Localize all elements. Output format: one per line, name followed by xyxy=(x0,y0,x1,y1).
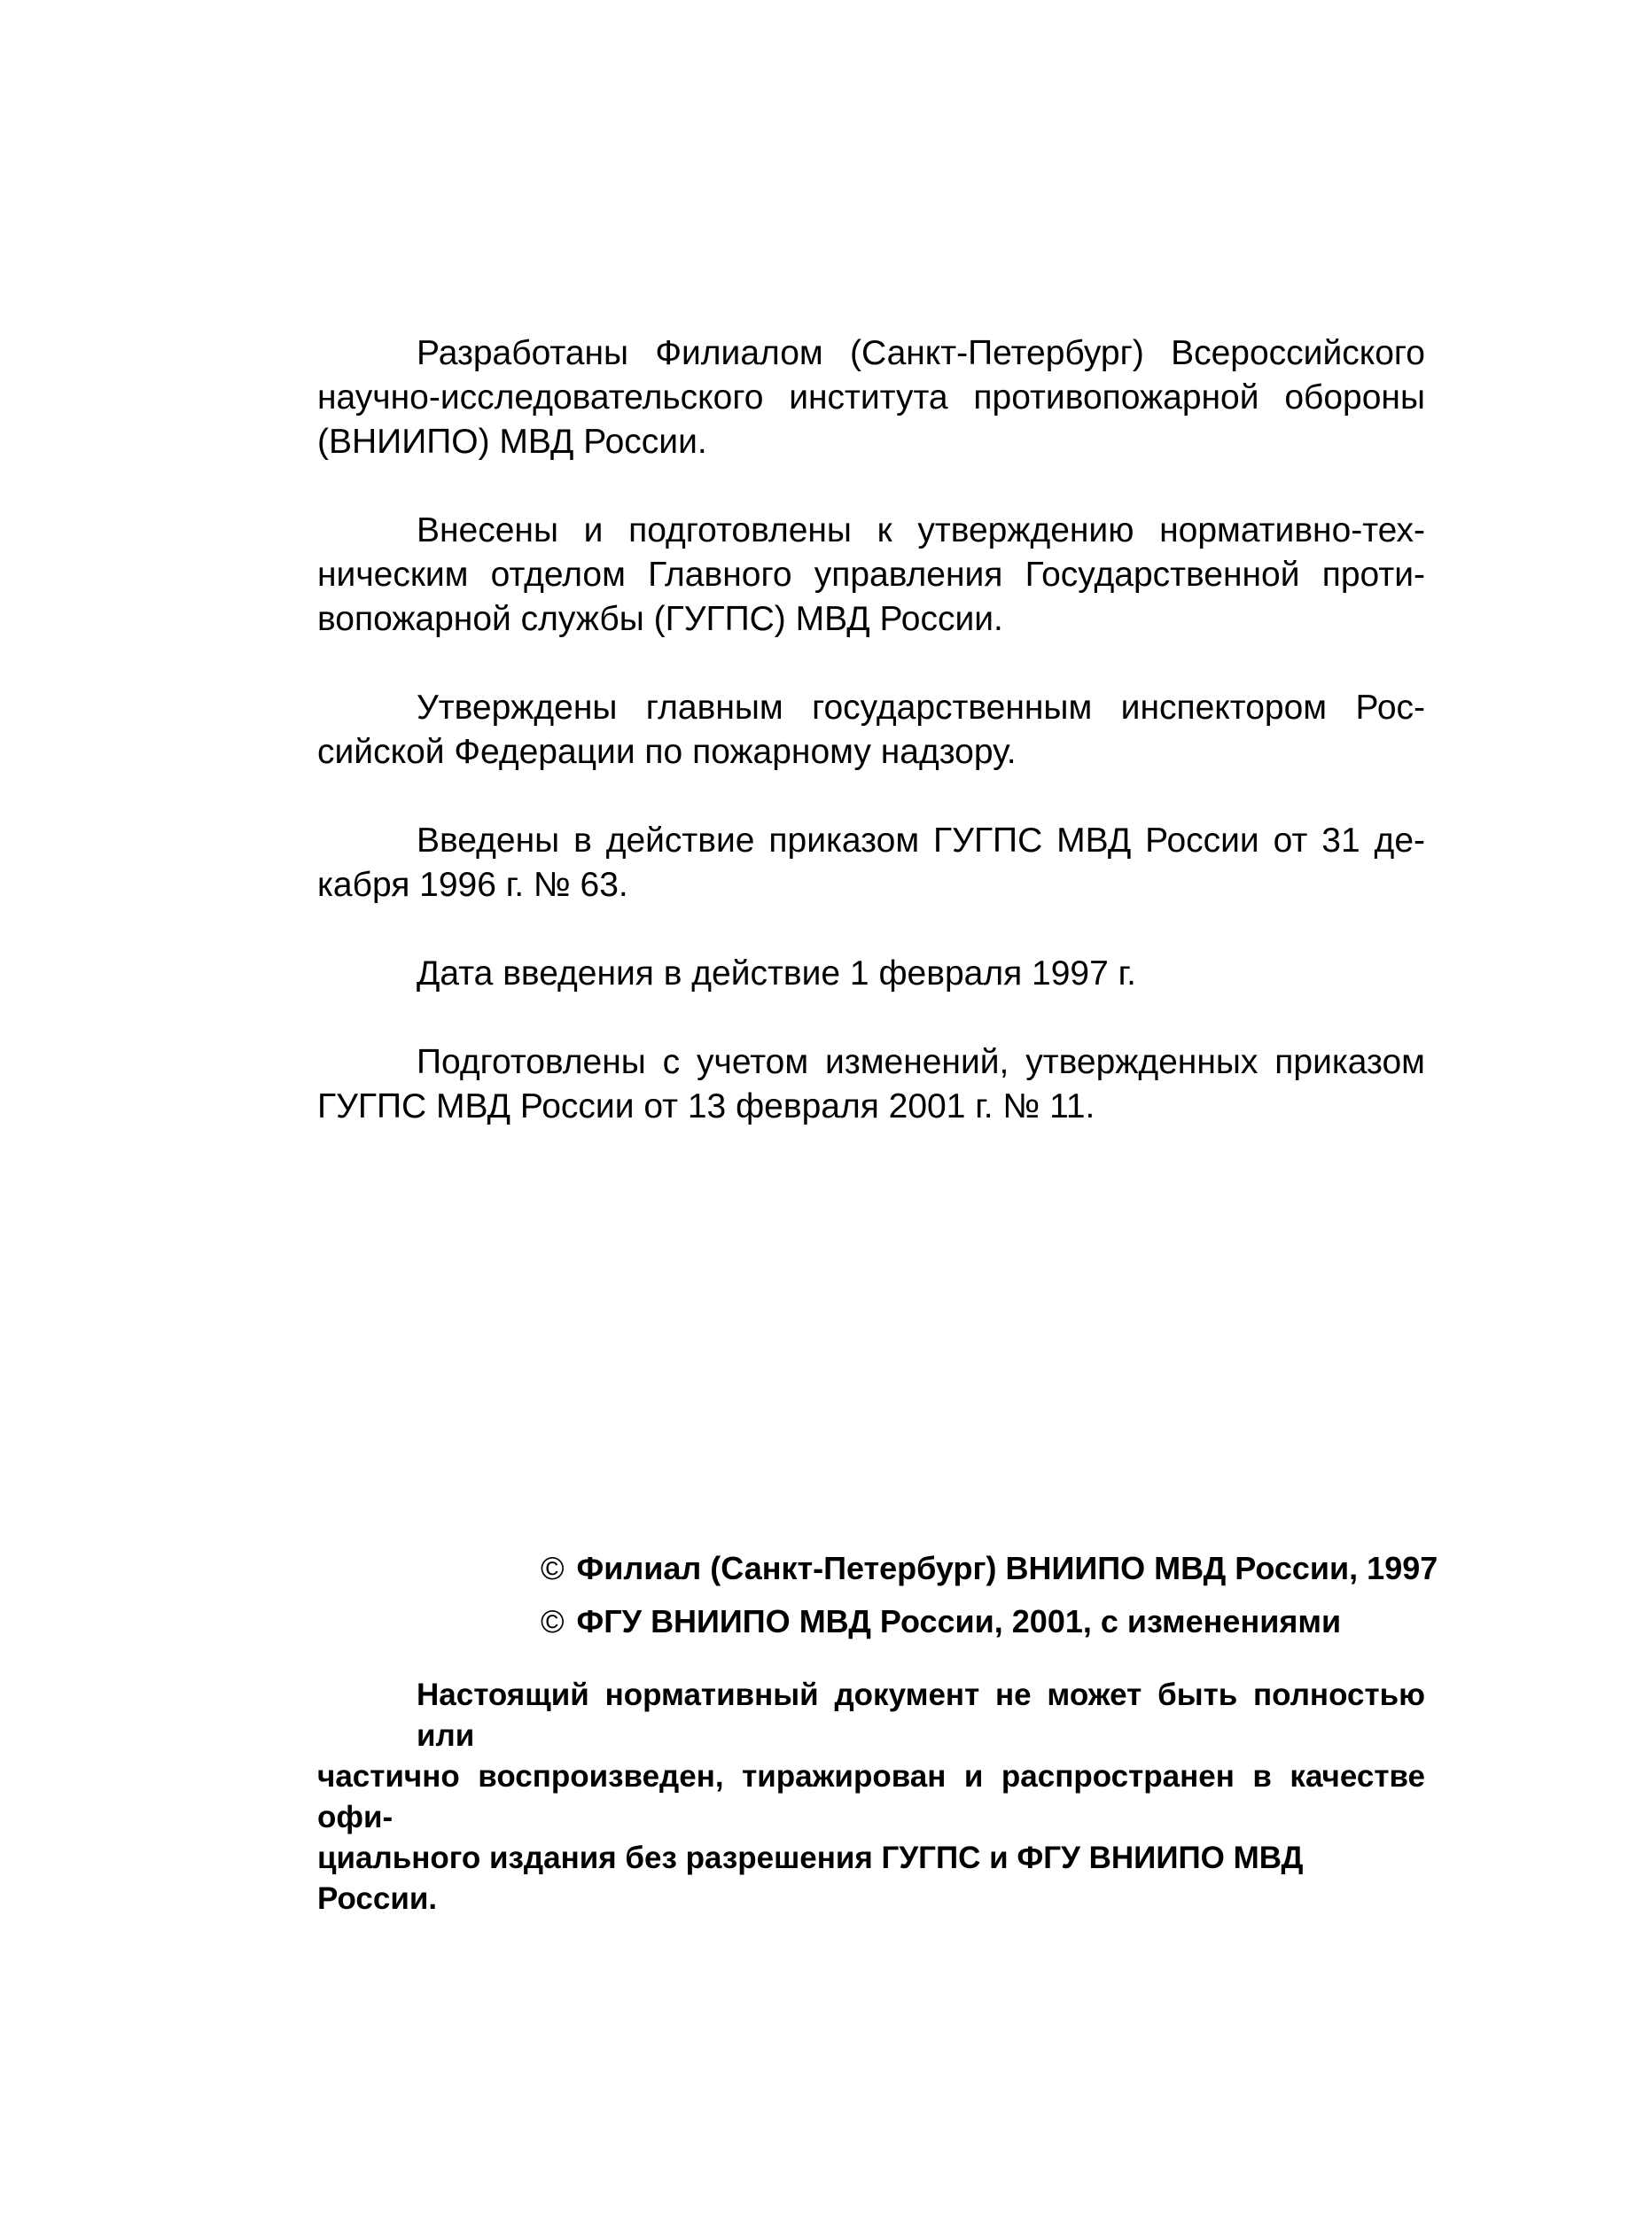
paragraph-line: ГУГПС МВД России от 13 февраля 2001 г. № 11. xyxy=(317,1087,1095,1125)
notice-line: частично воспроизведен, тиражирован и распространен в качестве офи- xyxy=(317,1759,1425,1834)
paragraph-line: сийской Федерации по пожарному надзору. xyxy=(317,733,1017,771)
copyright-line-1997 xyxy=(541,1546,1438,1591)
paragraph-line: (ВНИИПО) МВД России. xyxy=(317,423,707,461)
copyright-icon: © xyxy=(541,1550,565,1586)
paragraph-line: ническим отделом Главного управления Государственной проти- xyxy=(317,556,1425,594)
notice-line: циального издания без разрешения ГУГПС и ФГУ ВНИИПО МВД России. xyxy=(317,1841,1304,1916)
copyright-text: Филиал (Санкт-Петербург) ВНИИПО МВД России, 1997 xyxy=(576,1550,1438,1586)
paragraph-line: Подготовлены с учетом изменений, утвержденных приказом xyxy=(417,1043,1425,1081)
paragraph-line: научно-исследовательского института противопожарной обороны xyxy=(317,378,1425,417)
imprint-main-text xyxy=(317,331,1425,1173)
paragraph-developed-by xyxy=(317,331,1425,464)
copyright-line-2001 xyxy=(541,1600,1427,1644)
paragraph-line: вопожарной службы (ГУГПС) МВД России. xyxy=(317,600,1003,638)
copyright-icon: © xyxy=(541,1603,565,1639)
reproduction-notice xyxy=(317,1675,1425,1919)
copyright-block xyxy=(541,1546,1438,1653)
paragraph-line: Дата введения в действие 1 февраля 1997 г. xyxy=(417,954,1136,993)
paragraph-amendments xyxy=(317,1040,1425,1129)
paragraph-line: Введены в действие приказом ГУГПС МВД России от 31 де- xyxy=(417,821,1425,860)
paragraph-line: кабря 1996 г. № 63. xyxy=(317,866,628,904)
copyright-text: ФГУ ВНИИПО МВД России, 2001, с изменениями xyxy=(576,1603,1342,1639)
paragraph-approved-by xyxy=(317,686,1425,775)
paragraph-enacted-by xyxy=(317,819,1425,907)
paragraph-line: Внесены и подготовлены к утверждению нормативно-тех- xyxy=(417,511,1425,549)
paragraph-submitted-by xyxy=(317,509,1425,642)
notice-line: Настоящий нормативный документ не может быть полностью или xyxy=(417,1678,1425,1753)
paragraph-line: Разработаны Филиалом (Санкт-Петербург) Всероссийского xyxy=(417,334,1425,372)
paragraph-effective-date xyxy=(317,952,1425,996)
paragraph-line: Утверждены главным государственным инспектором Рос- xyxy=(417,689,1425,727)
